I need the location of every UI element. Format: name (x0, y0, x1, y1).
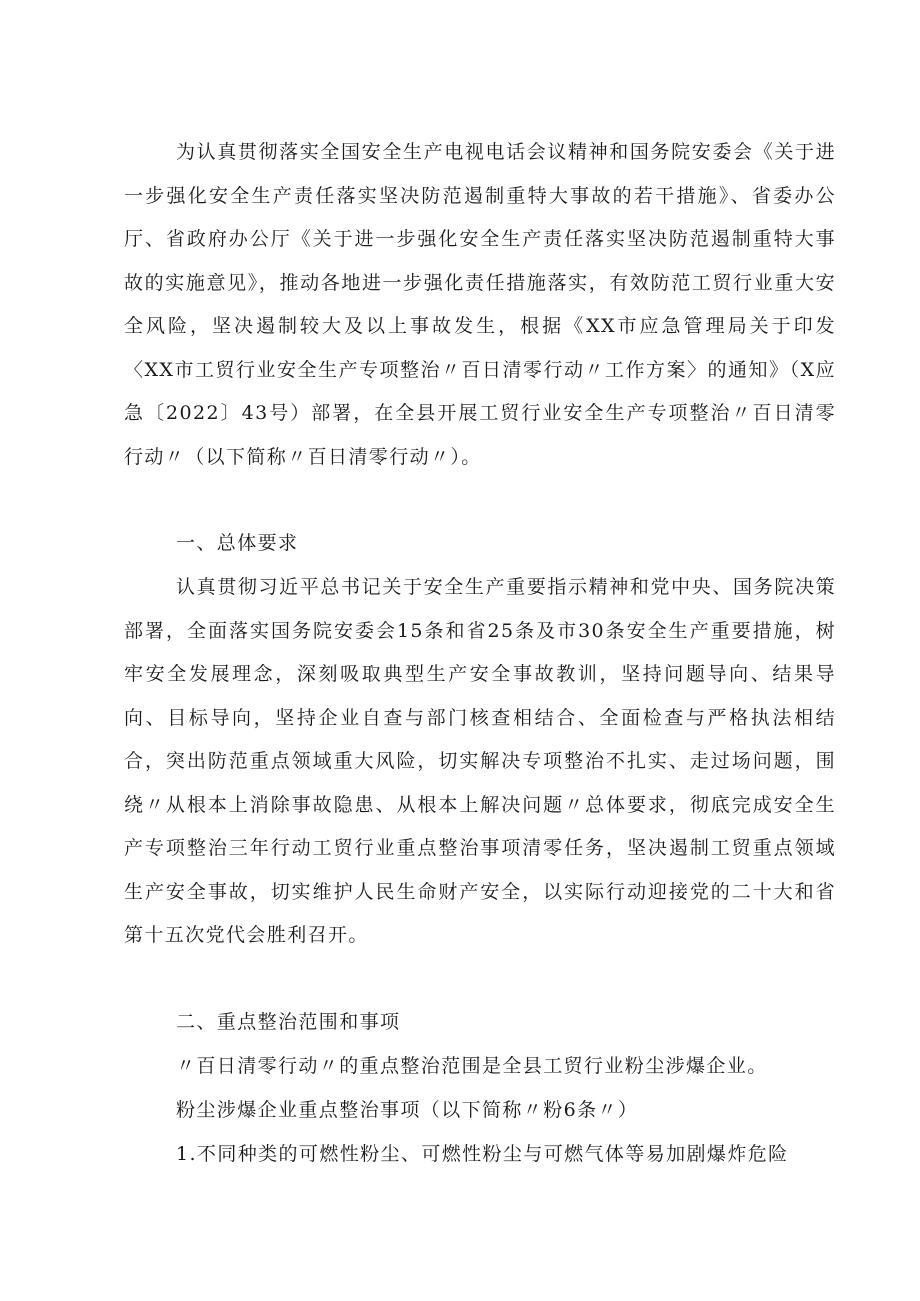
section-2-heading: 二、重点整治范围和事项 (176, 1011, 401, 1033)
items-intro-line: 粉尘涉爆企业重点整治事项（以下简称〃粉6条〃） (176, 1099, 639, 1121)
section-1-heading: 一、总体要求 (176, 532, 299, 554)
intro-paragraph: 为认真贯彻落实全国安全生产电视电话会议精神和国务院安委会《关于进一步强化安全生产责任落实坚决防范遏制重特大事故的若干措施》、省委办公厅、省政府办公厅《关于进一步强化安全生产责任落实坚决防范遏制重特大事故的实施意见》，推动各地进一步强化责任措施落实，有效防范工贸行业重大安全风险，坚决遏制较大及以上事故发生，根据《XX市应急管理局关于印发〈XX市工贸行业安全生产专项整治〃百日清零行动〃工作方案〉的通知》（X应急〔2022〕43号）部署，在全县开展工贸行业安全生产专项整治〃百日清零行动〃（以下简称〃百日清零行动〃）。 (124, 141, 836, 468)
scope-line: 〃百日清零行动〃的重点整治范围是全县工贸行业粉尘涉爆企业。 (176, 1055, 768, 1077)
item-1-line: 1.不同种类的可燃性粉尘、可燃性粉尘与可燃气体等易加剧爆炸危险 (176, 1143, 789, 1165)
section-1-body: 认真贯彻习近平总书记关于安全生产重要指示精神和党中央、国务院决策部署，全面落实国务院安委会15条和省25条及市30条安全生产重要措施，树牢安全发展理念，深刻吸取典型生产安全事故教训，坚持问题导向、结果导向、目标导向，坚持企业自查与部门核查相结合、全面检查与严格执法相结合，突出防范重点领域重大风险，切实解决专项整治不扎实、走过场问题，围绕〃从根本上消除事故隐患、从根本上解决问题〃总体要求，彻底完成安全生产专项整治三年行动工贸行业重点整治事项清零任务，坚决遏制工贸重点领域生产安全事故，切实维护人民生命财产安全，以实际行动迎接党的二十大和省第十五次党代会胜利召开。 (124, 576, 836, 946)
